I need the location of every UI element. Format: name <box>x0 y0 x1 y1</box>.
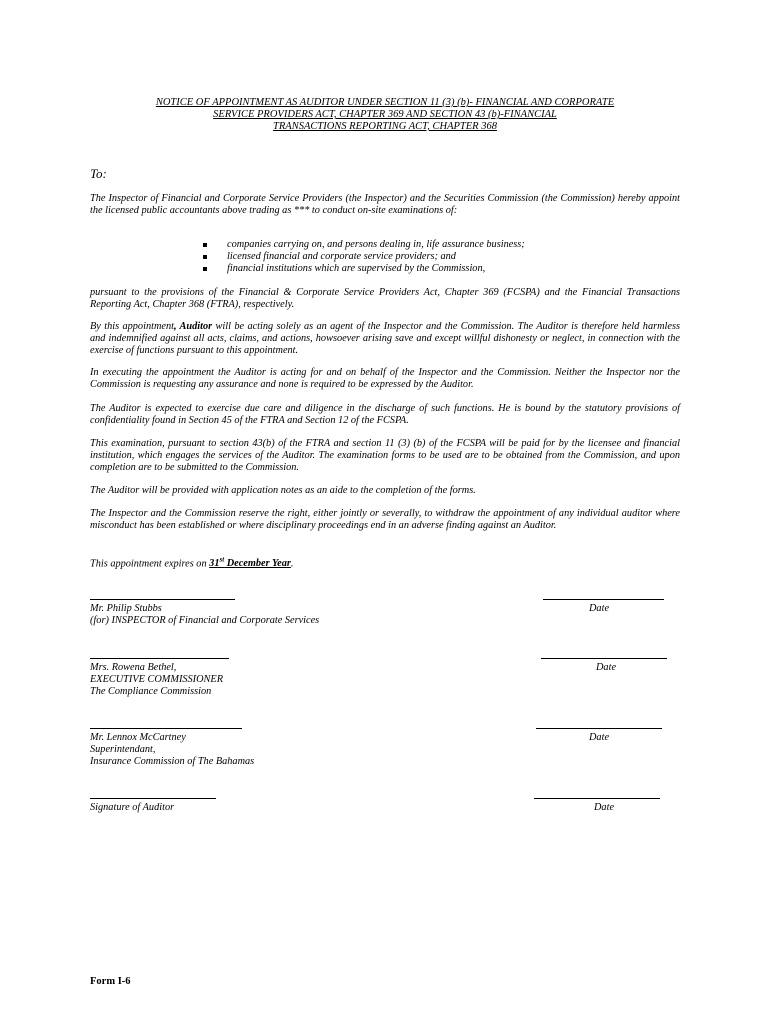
expiry-paragraph <box>90 555 680 570</box>
title-line-3: TRANSACTIONS REPORTING ACT, CHAPTER 368 <box>273 121 497 132</box>
signature-line[interactable] <box>90 728 242 729</box>
to-label: To: <box>90 166 107 181</box>
expiry-date-rest: December Year <box>224 558 291 570</box>
document-title <box>90 97 680 133</box>
bullet-marker-icon <box>203 267 207 271</box>
bullet-marker-icon <box>203 243 207 247</box>
appointment-prefix: By this appointment <box>90 321 174 332</box>
bullet-text: companies carrying on, and persons dealing in, life assurance business; <box>227 239 525 250</box>
expiry-end: . <box>290 558 294 570</box>
signatory-name: Mr. Philip Stubbs <box>90 603 162 614</box>
pursuant-paragraph: pursuant to the provisions of the Financial & Corporate Service Providers Act, Chapter 369 (FCSPA) and the Financial Transactions Reporting Act, Chapter 368 (FTRA), respectively. <box>90 287 680 310</box>
date-line[interactable] <box>536 728 662 729</box>
bullet-list <box>203 239 525 275</box>
bullet-item <box>203 263 525 275</box>
signatory-name: Mrs. Rowena Bethel, <box>90 662 177 673</box>
signatory-title: (for) INSPECTOR of Financial and Corporate Services <box>90 614 320 626</box>
signatory-block-stubbs <box>90 603 319 627</box>
signatory-organization: Insurance Commission of The Bahamas <box>90 755 255 767</box>
title-line-1: NOTICE OF APPOINTMENT AS AUDITOR UNDER SECTION 11 (3) (b)- FINANCIAL AND CORPORATE <box>155 97 615 108</box>
bullet-marker-icon <box>203 255 207 259</box>
expiry-day-suffix: st <box>219 556 225 564</box>
appointment-rest: will be acting solely as an agent of the Inspector and the Commission. The Auditor is therefore held harmless and indemnified against all acts, claims, and actions, howsoever arising save and except willful dishonesty or neglect, in connection with the exercise of functions pursuant to this appointment. <box>90 321 680 356</box>
bullet-text: financial institutions which are supervised by the Commission, <box>227 262 486 274</box>
signature-line[interactable] <box>90 599 235 600</box>
signature-line[interactable] <box>90 798 216 799</box>
signatory-block-mccartney <box>90 732 254 768</box>
signatory-block-auditor <box>90 802 174 814</box>
appointment-paragraph <box>90 321 680 357</box>
examination-paragraph: This examination, pursuant to section 43(b) of the FTRA and section 11 (3) (b) of the FCSPA will be paid for by the licensee and financial institution, which engages the services of the Auditor. The examination forms to be used are to be obtained from the Commission, and upon completion are to be submitted to the Commission. <box>90 438 680 473</box>
date-line[interactable] <box>534 798 660 799</box>
date-label: Date <box>589 603 610 614</box>
withdraw-paragraph: The Inspector and the Commission reserve the right, either jointly or severally, to withdraw the appointment of any individual auditor where misconduct has been established or where disciplinary proceedings end in an adverse finding against an Auditor. <box>90 508 680 531</box>
intro-paragraph: The Inspector of Financial and Corporate Service Providers (the Inspector) and the Securities Commission (the Commission) hereby appoint the licensed public accountants above trading as *** to conduct on-site examinations of: <box>90 193 680 216</box>
signatory-title: Superintendant, <box>90 743 156 755</box>
expiry-prefix: This appointment expires on <box>90 558 210 570</box>
bullet-text: licensed financial and corporate service providers; and <box>227 250 456 262</box>
expiry-day: 31 <box>209 558 220 570</box>
signatory-name: Signature of Auditor <box>90 802 175 813</box>
expected-paragraph: The Auditor is expected to exercise due care and diligence in the discharge of such functions. He is bound by the statutory provisions of confidentiality found in Section 45 of the FTRA and Section 12 of the FCSPA. <box>90 403 680 426</box>
signatory-block-bethel <box>90 662 223 698</box>
date-label: Date <box>594 802 615 813</box>
title-line-2: SERVICE PROVIDERS ACT, CHAPTER 369 AND SECTION 43 (b)-FINANCIAL <box>213 109 557 120</box>
signatory-organization: The Compliance Commission <box>90 685 212 697</box>
signatory-title: EXECUTIVE COMMISSIONER <box>90 673 223 685</box>
date-line[interactable] <box>541 658 667 659</box>
application-notes-paragraph: The Auditor will be provided with application notes as an aide to the completion of the forms. <box>90 485 476 496</box>
form-number: Form I-6 <box>90 976 131 987</box>
appointment-auditor: , Auditor <box>173 321 213 332</box>
bullet-item <box>203 239 525 251</box>
date-line[interactable] <box>543 599 664 600</box>
date-label: Date <box>589 732 610 743</box>
bullet-item <box>203 251 525 263</box>
signature-line[interactable] <box>90 658 229 659</box>
date-label: Date <box>596 662 617 673</box>
signatory-name: Mr. Lennox McCartney <box>90 732 186 743</box>
executing-paragraph: In executing the appointment the Auditor is acting for and on behalf of the Inspector and the Commission. Neither the Inspector nor the Commission is requesting any assurance and none is required to be expressed by the Auditor. <box>90 367 680 390</box>
